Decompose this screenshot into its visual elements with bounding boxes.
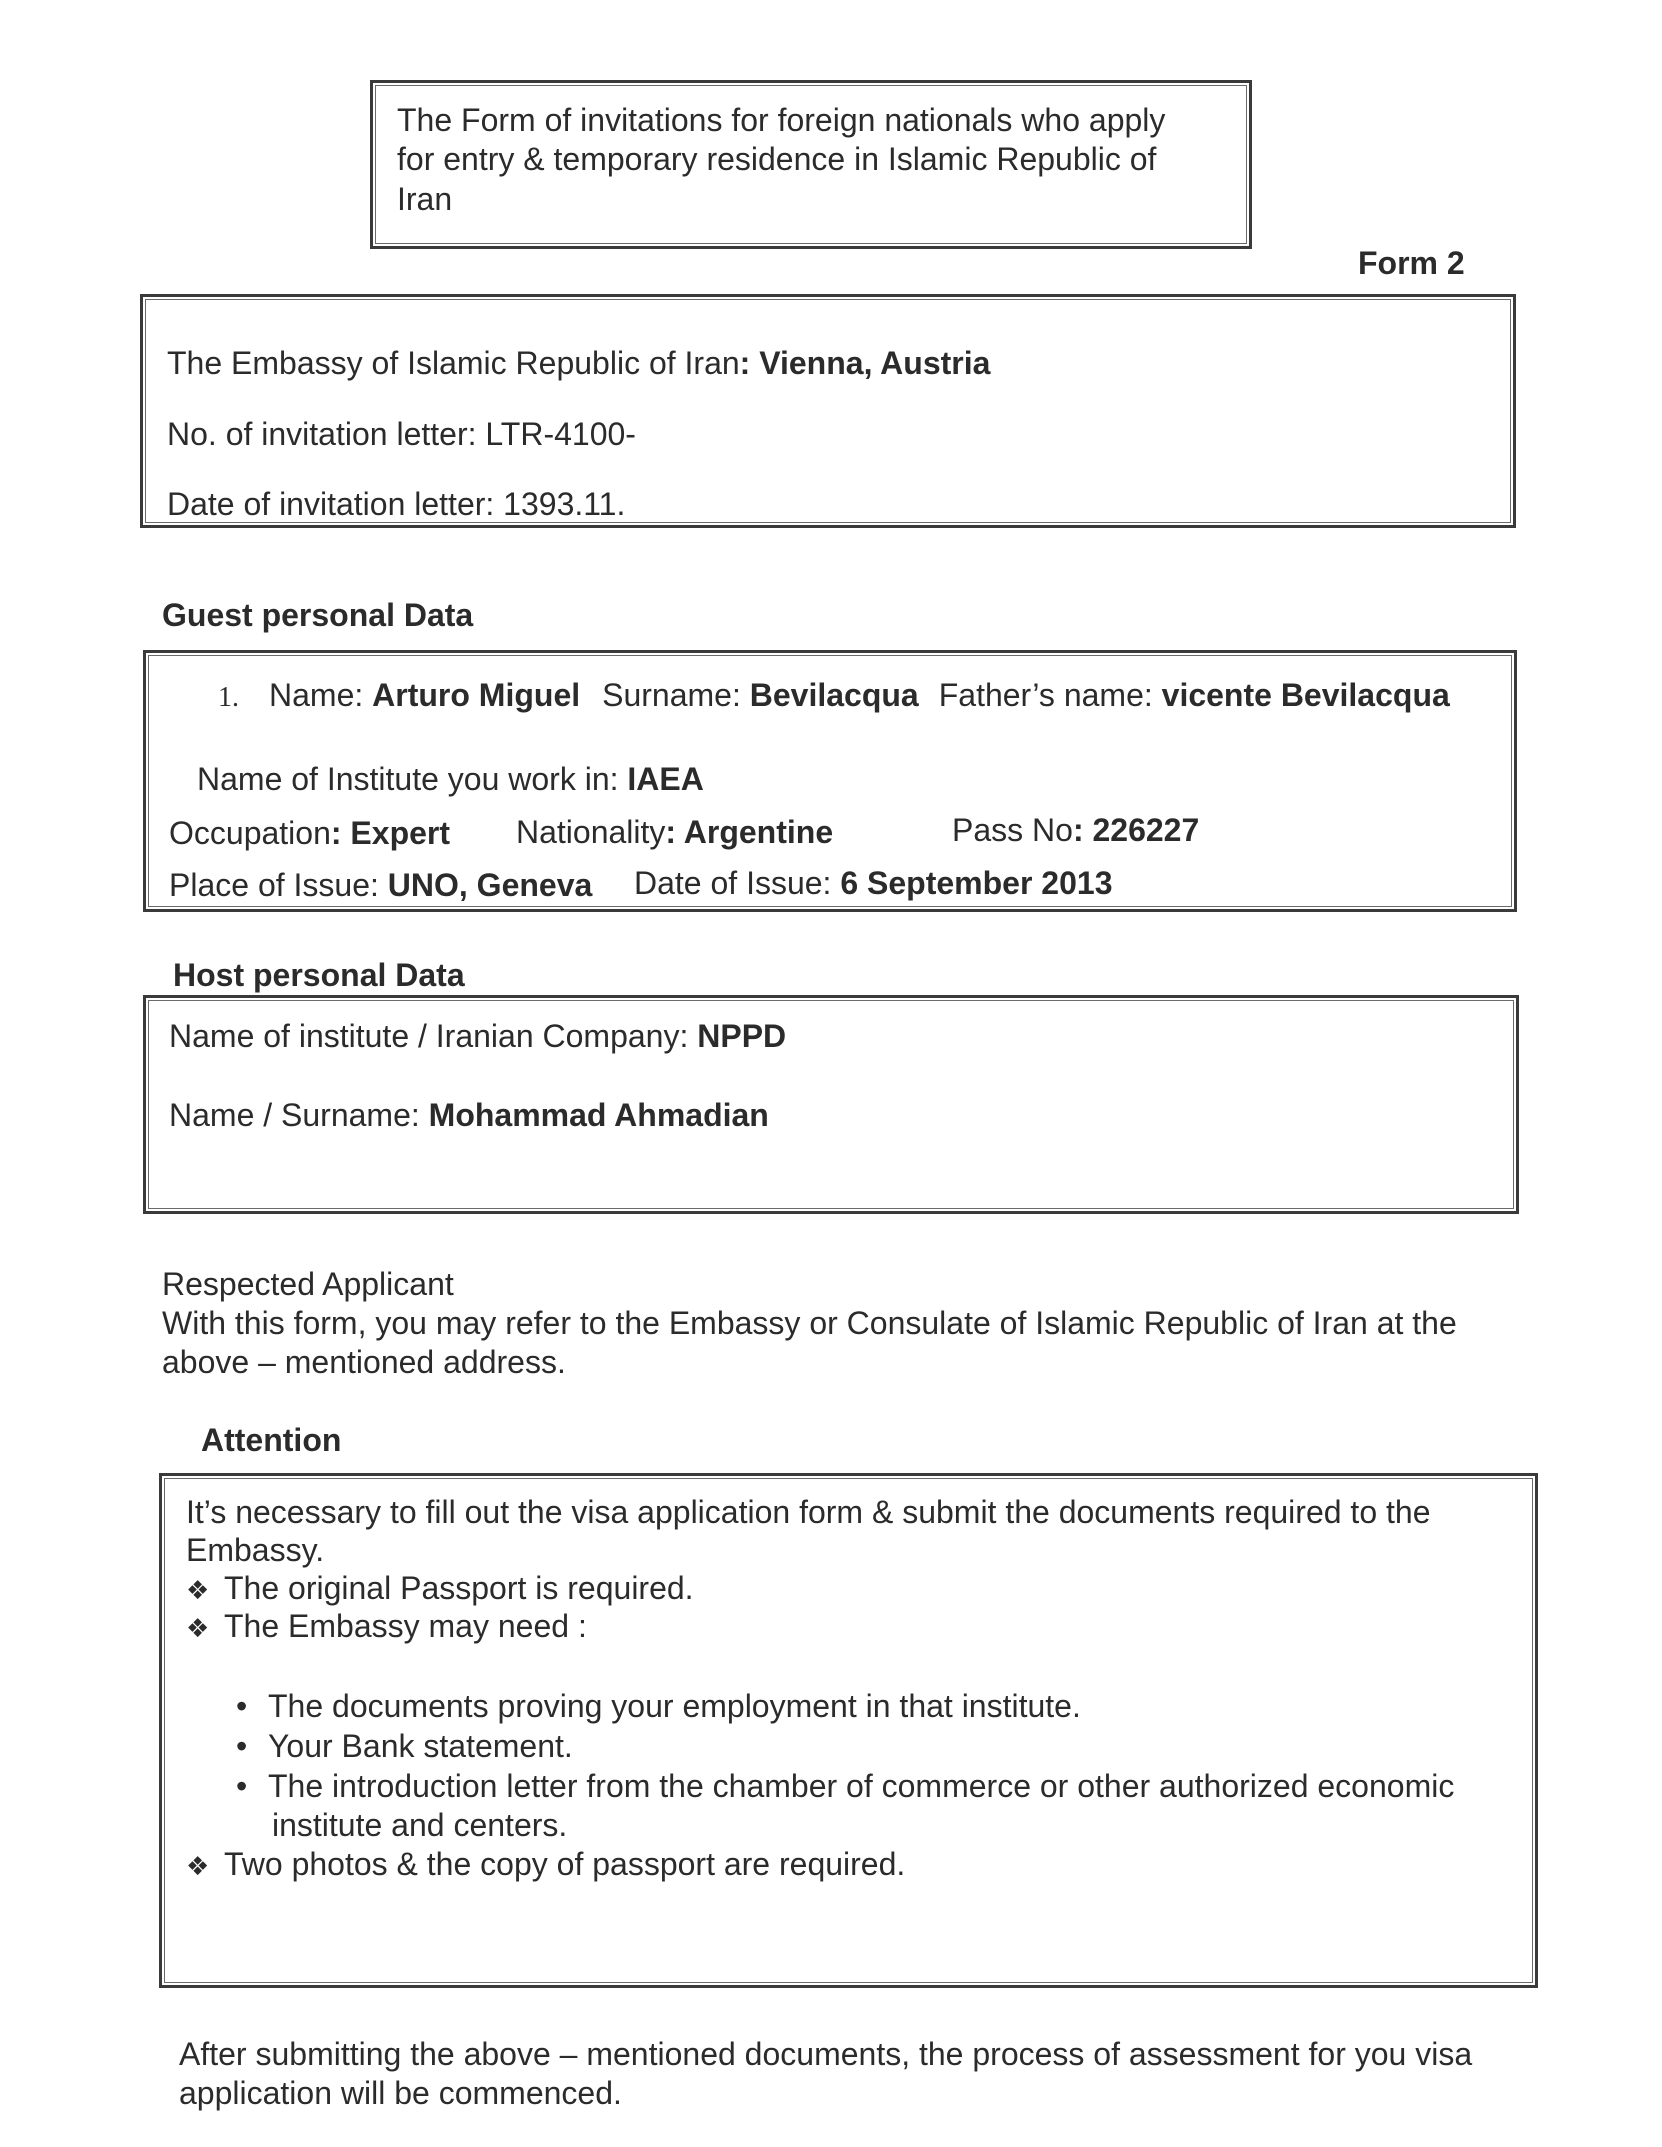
- attention-sub-introduction-text: The introduction letter from the chamber of commerce or other authorized economic: [268, 1768, 1455, 1804]
- embassy-label: The Embassy of Islamic Republic of Iran: [167, 345, 740, 381]
- guest-place-value: UNO, Geneva: [387, 867, 593, 903]
- round-bullet-icon: •: [236, 1688, 248, 1724]
- guest-passport-value: : 226227: [1072, 812, 1200, 848]
- round-bullet-icon: •: [236, 1768, 248, 1804]
- host-institute-line: [169, 1016, 786, 1056]
- guest-father-label: Father’s name:: [938, 677, 1162, 713]
- guest-institute-line: [197, 759, 704, 799]
- letter-number-value: LTR-4100-: [485, 416, 636, 452]
- host-institute-value: NPPD: [697, 1018, 787, 1054]
- letter-date-line: [167, 484, 625, 524]
- attention-item-passport: [186, 1568, 694, 1610]
- guest-date-value: 6 September 2013: [840, 865, 1113, 901]
- attention-intro-line-1: It’s necessary to fill out the visa application form & submit the documents required to the: [186, 1494, 1431, 1530]
- diamond-bullet-icon: ❖: [186, 1613, 210, 1643]
- guest-section-heading: Guest personal Data: [162, 597, 474, 633]
- attention-item-embassy-may-need: [186, 1606, 587, 1648]
- embassy-line: [167, 343, 990, 383]
- attention-item-photos: [186, 1844, 905, 1886]
- attention-sub-employment-text: The documents proving your employment in that institute.: [268, 1688, 1081, 1724]
- letter-date-label: Date of invitation letter: [167, 486, 486, 522]
- guest-surname-value: Bevilacqua: [749, 677, 919, 713]
- guest-passport-label: Pass No: [952, 812, 1073, 848]
- guest-nationality-label: Nationality: [516, 814, 666, 850]
- guest-date-label: Date of Issue:: [634, 865, 841, 901]
- guest-date-of-issue: [634, 863, 1112, 903]
- respected-body-line-1: With this form, you may refer to the Embassy or Consulate of Islamic Republic of Iran at the: [162, 1305, 1457, 1341]
- form-title-line-1: The Form of invitations for foreign nationals who apply: [397, 102, 1166, 138]
- footer-line-1: After submitting the above – mentioned documents, the process of assessment for you visa: [179, 2036, 1473, 2072]
- guest-nationality: [516, 812, 833, 852]
- guest-institute-value: IAEA: [627, 761, 704, 797]
- embassy-colon: :: [739, 345, 751, 381]
- guest-nationality-value: : Argentine: [665, 814, 834, 850]
- host-name-value: Mohammad Ahmadian: [428, 1097, 769, 1133]
- guest-father-value: vicente Bevilacqua: [1161, 677, 1450, 713]
- guest-occupation-label: Occupation: [169, 815, 331, 851]
- respected-body-line-2: above – mentioned address.: [162, 1344, 566, 1380]
- attention-item-passport-text: The original Passport is required.: [224, 1570, 694, 1606]
- host-section-heading: Host personal Data: [173, 957, 465, 993]
- letter-number-line: [167, 414, 636, 454]
- round-bullet-icon: •: [236, 1728, 248, 1764]
- attention-item-photos-text: Two photos & the copy of passport are required.: [224, 1846, 906, 1882]
- guest-occupation-value: : Expert: [330, 815, 451, 851]
- guest-institute-label: Name of Institute you work in:: [197, 761, 628, 797]
- footer-line-2: application will be commenced.: [179, 2075, 622, 2111]
- attention-sub-bank-text: Your Bank statement.: [268, 1728, 573, 1764]
- guest-passport: [952, 810, 1199, 850]
- guest-place-of-issue: [169, 865, 592, 905]
- diamond-bullet-icon: ❖: [186, 1851, 210, 1881]
- letter-number-label: No. of invitation letter:: [167, 416, 486, 452]
- attention-intro-line-2: Embassy.: [186, 1532, 325, 1568]
- respected-applicant-heading: Respected Applicant: [162, 1266, 454, 1302]
- embassy-value: Vienna, Austria: [750, 345, 991, 381]
- attention-sub-bank: [236, 1726, 573, 1766]
- form-title-line-3: Iran: [397, 181, 453, 217]
- guest-name-label: Name:: [269, 677, 373, 713]
- guest-item-number: 1.: [218, 682, 239, 713]
- attention-sub-introduction-cont: institute and centers.: [272, 1807, 568, 1843]
- host-name-label: Name / Surname:: [169, 1097, 429, 1133]
- guest-name-value: Arturo Miguel: [372, 677, 581, 713]
- letter-date-value: : 1393.11.: [485, 486, 626, 522]
- guest-name-line: [218, 675, 1450, 718]
- host-institute-label: Name of institute / Iranian Company:: [169, 1018, 698, 1054]
- guest-place-label: Place of Issue:: [169, 867, 388, 903]
- attention-heading: Attention: [201, 1422, 342, 1458]
- guest-occupation: [169, 813, 450, 853]
- attention-sub-employment: [236, 1686, 1081, 1726]
- diamond-bullet-icon: ❖: [186, 1575, 210, 1605]
- attention-sub-introduction: [236, 1766, 1454, 1806]
- form-number-label: Form 2: [1358, 245, 1465, 281]
- host-name-line: [169, 1095, 769, 1135]
- guest-surname-label: Surname:: [602, 677, 750, 713]
- form-title-line-2: for entry & temporary residence in Islamic Republic of: [397, 141, 1157, 177]
- attention-item-embassy-text: The Embassy may need :: [224, 1608, 587, 1644]
